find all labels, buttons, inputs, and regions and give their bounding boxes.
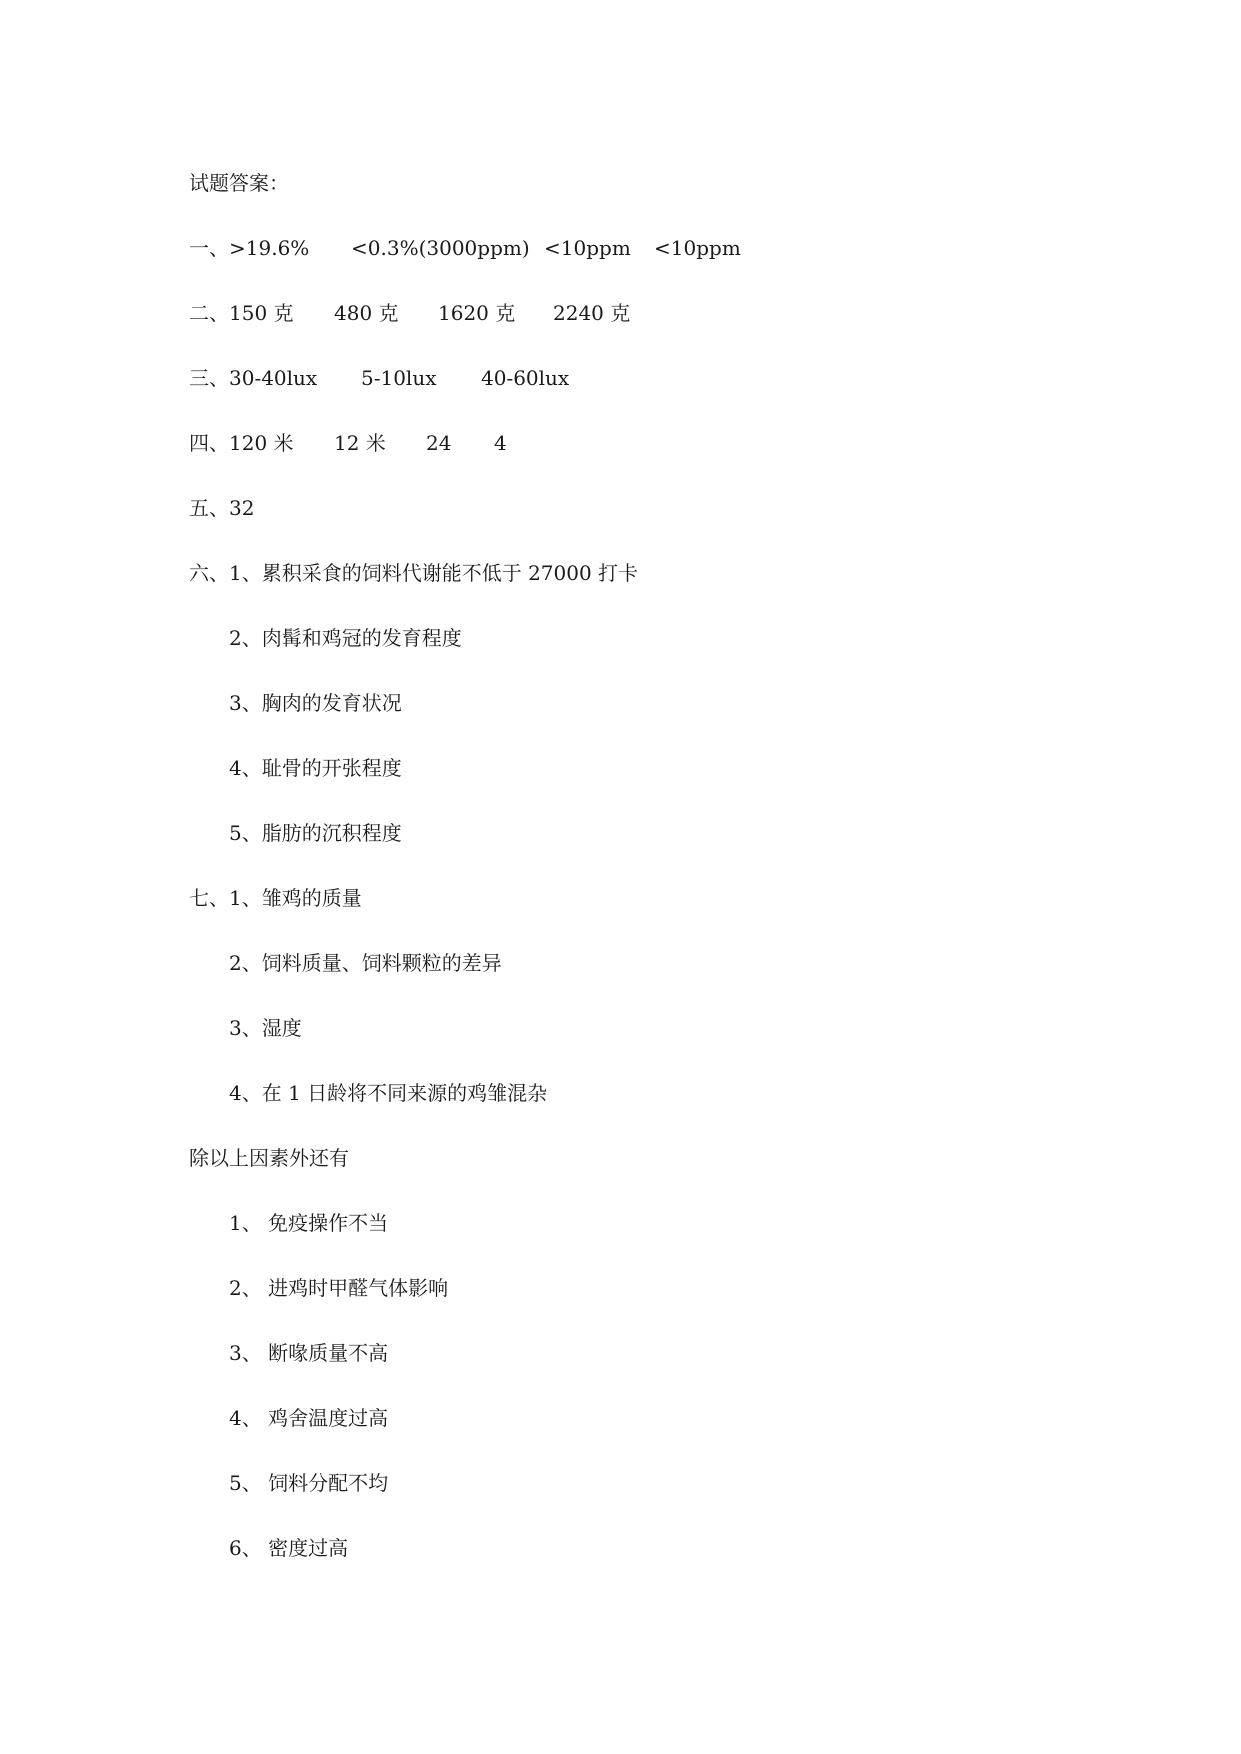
- q7-item-3: 3、湿度: [229, 1016, 302, 1040]
- q2-answer-3: 1620 克: [438, 301, 516, 325]
- q6-item-3: 3、胸肉的发育状况: [229, 691, 402, 715]
- q6-item-4: 4、耻骨的开张程度: [229, 756, 402, 780]
- extra-item-6: 6、 密度过高: [229, 1536, 349, 1560]
- q3-answer-2: 5-10lux: [361, 366, 437, 390]
- extra-item-2: 2、 进鸡时甲醛气体影响: [229, 1276, 449, 1300]
- q7-marker: 七、: [189, 886, 229, 910]
- q7-item-1: 1、雏鸡的质量: [229, 886, 362, 910]
- q3-answer-3: 40-60lux: [481, 366, 570, 390]
- q4-answer-1: 120 米: [229, 431, 294, 455]
- q4-answer-2: 12 米: [334, 431, 386, 455]
- q6-item-2: 2、肉髯和鸡冠的发育程度: [229, 626, 462, 650]
- q1-answer-3: <10ppm: [544, 236, 631, 260]
- q5-marker: 五、: [189, 496, 229, 520]
- q6-item-5: 5、脂肪的沉积程度: [229, 821, 402, 845]
- q4-marker: 四、: [189, 431, 229, 455]
- extra-item-3: 3、 断喙质量不高: [229, 1341, 389, 1365]
- q6-item-1: 1、累积采食的饲料代谢能不低于 27000 打卡: [229, 561, 639, 585]
- q2-marker: 二、: [189, 301, 229, 325]
- extra-heading: 除以上因素外还有: [189, 1146, 349, 1170]
- q7-item-4: 4、在 1 日龄将不同来源的鸡雏混杂: [229, 1081, 548, 1105]
- extra-item-4: 4、 鸡舍温度过高: [229, 1406, 389, 1430]
- q2-answer-1: 150 克: [229, 301, 294, 325]
- q1-answer-1: >19.6%: [229, 236, 310, 260]
- q2-answer-4: 2240 克: [553, 301, 631, 325]
- q6-marker: 六、: [189, 561, 229, 585]
- q2-answer-2: 480 克: [334, 301, 399, 325]
- extra-item-5: 5、 饲料分配不均: [229, 1471, 389, 1495]
- q1-answer-4: <10ppm: [654, 236, 741, 260]
- q1-marker: 一、: [189, 236, 229, 260]
- q3-answer-1: 30-40lux: [229, 366, 318, 390]
- q7-item-2: 2、饲料质量、饲料颗粒的差异: [229, 951, 502, 975]
- q5-answer-1: 32: [229, 496, 255, 520]
- q1-answer-2: <0.3%(3000ppm): [351, 236, 530, 260]
- title-text: 试题答案：: [189, 171, 289, 195]
- q3-marker: 三、: [189, 366, 229, 390]
- q4-answer-4: 4: [494, 431, 507, 455]
- extra-item-1: 1、 免疫操作不当: [229, 1211, 389, 1235]
- q4-answer-3: 24: [426, 431, 452, 455]
